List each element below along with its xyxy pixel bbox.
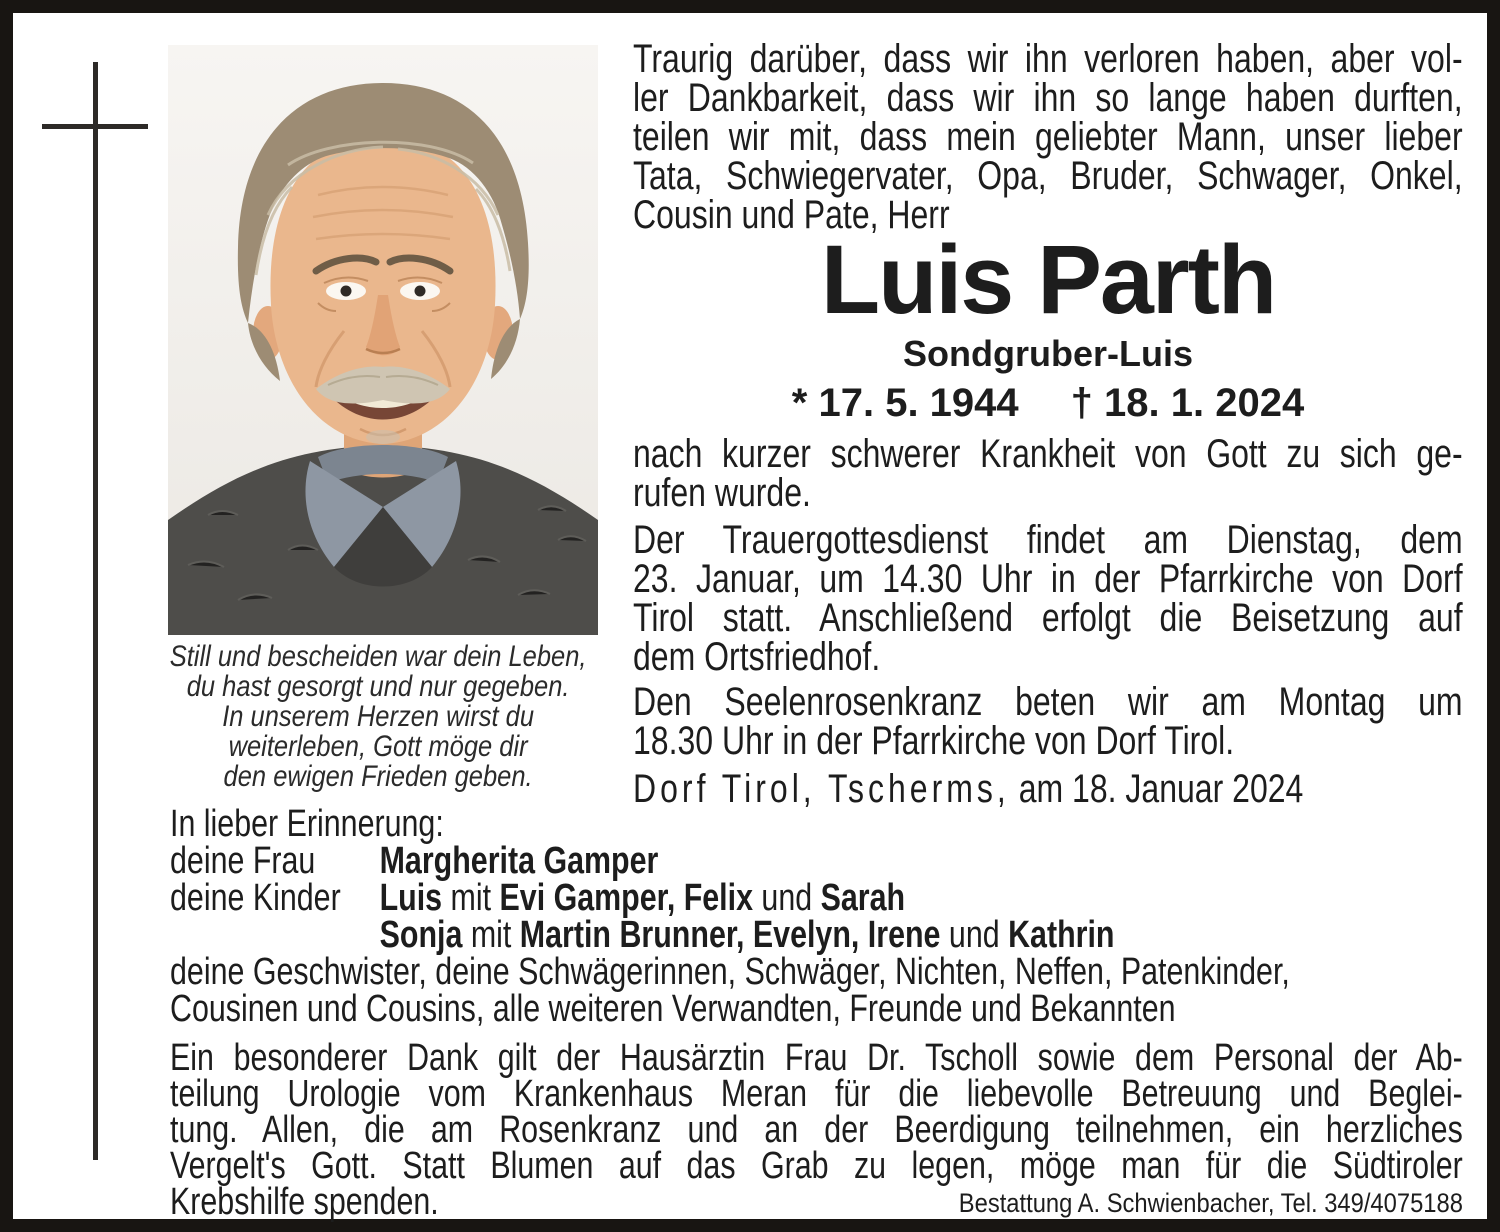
remembrance-title: In lieber Erinnerung: (170, 803, 444, 845)
portrait-illustration (168, 45, 598, 635)
birth-date: * 17. 5. 1944 (791, 381, 1019, 425)
text-line: weiterleben, Gott möge dir (228, 730, 528, 763)
remembrance-row (170, 877, 1463, 919)
text-line: Ein besonderer Dank gilt der Hausärztin Frau Dr. Tscholl sowie dem Personal der Ab- (170, 1037, 1463, 1079)
relative-names: Margherita Gamper (379, 840, 659, 882)
text-line: Tirol statt. Anschließend erfolgt die Beisetzung auf (633, 596, 1463, 640)
text-line: Still und bescheiden war dein Leben, (169, 640, 587, 673)
funeral-service-paragraph (633, 518, 1463, 679)
life-dates (633, 381, 1463, 425)
called-paragraph (633, 432, 1463, 515)
relation-label: deine Kinder (170, 877, 341, 919)
text-line: du hast gesorgt und nur gegeben. (186, 670, 570, 703)
text-line: Krebshilfe spenden. (170, 1181, 439, 1223)
text-line: Den Seelenrosenkranz beten wir am Montag um (633, 680, 1463, 724)
remembrance-rows (170, 840, 1463, 956)
memorial-verse (118, 642, 638, 792)
memorial-cross-icon (93, 62, 98, 1160)
remembrance-row (170, 840, 1463, 882)
text-line: dem Ortsfriedhof. (633, 635, 881, 679)
relative-names: Luis mit Evi Gamper, Felix und Sarah (379, 877, 906, 919)
text-line: den ewigen Frieden geben. (223, 760, 533, 793)
remembrance-closing (170, 951, 1463, 1030)
dateline-date: am 18. Januar 2024 (1009, 767, 1304, 811)
text-line: Der Trauergottesdienst findet am Dienstag, dem (633, 518, 1463, 562)
text-line: Cousinen und Cousins, alle weiteren Verwandten, Freunde und Bekannten (170, 988, 1176, 1030)
text-line: deine Geschwister, deine Schwägerinnen, Schwäger, Nichten, Neffen, Patenkinder, (170, 951, 1290, 993)
text-line: tung. Allen, die am Rosenkranz und an der Beerdigung teilnehmen, ein herzliches (170, 1109, 1463, 1151)
death-date: † 18. 1. 2024 (1070, 381, 1305, 425)
memorial-cross-icon (42, 124, 148, 129)
deceased-name: Luis Parth (820, 225, 1276, 334)
announcement-column (633, 37, 1463, 811)
text-line: 23. Januar, um 14.30 Uhr in der Pfarrkirche von Dorf (633, 557, 1463, 601)
text-line: Cousin und Pate, Herr (633, 193, 950, 237)
funeral-home-credit: Bestattung A. Schwienbacher, Tel. 349/4075188 (958, 1188, 1463, 1218)
relation-label: deine Frau (170, 840, 316, 882)
dateline-places: Dorf Tirol, Tscherms, (633, 767, 1010, 811)
text-line: Tata, Schwiegervater, Opa, Bruder, Schwager, Onkel, (633, 154, 1463, 198)
remembrance-row (170, 914, 1463, 956)
text-line: ler Dankbarkeit, dass wir ihn so lange haben durften, (633, 76, 1463, 120)
dateline (633, 769, 1463, 809)
memorial-verse-lines (118, 642, 638, 792)
text-line: 18.30 Uhr in der Pfarrkirche von Dorf Tirol. (633, 719, 1235, 763)
text-line: In unserem Herzen wirst du (222, 700, 534, 733)
remembrance-section (170, 803, 1463, 1030)
text-line: Vergelt's Gott. Statt Blumen auf das Grab zu legen, möge man für die Südtiroler (170, 1145, 1463, 1187)
text-line: teilung Urologie vom Krankenhaus Meran für die liebevolle Betreuung und Beglei- (170, 1073, 1463, 1115)
relation-label (170, 917, 380, 954)
text-line: nach kurzer schwerer Krankheit von Gott zu sich ge- (633, 432, 1463, 476)
deceased-nickname: Sondgruber-Luis (903, 333, 1193, 374)
text-line: rufen wurde. (633, 471, 811, 515)
text-line: Traurig darüber, dass wir ihn verloren haben, aber vol- (633, 37, 1463, 81)
relative-names: Sonja mit Martin Brunner, Evelyn, Irene und Kathrin (379, 914, 1115, 956)
text-line: teilen wir mit, dass mein geliebter Mann, unser lieber (633, 115, 1463, 159)
intro-paragraph (633, 37, 1463, 237)
rosary-paragraph (633, 680, 1463, 763)
portrait-photo (168, 45, 598, 635)
